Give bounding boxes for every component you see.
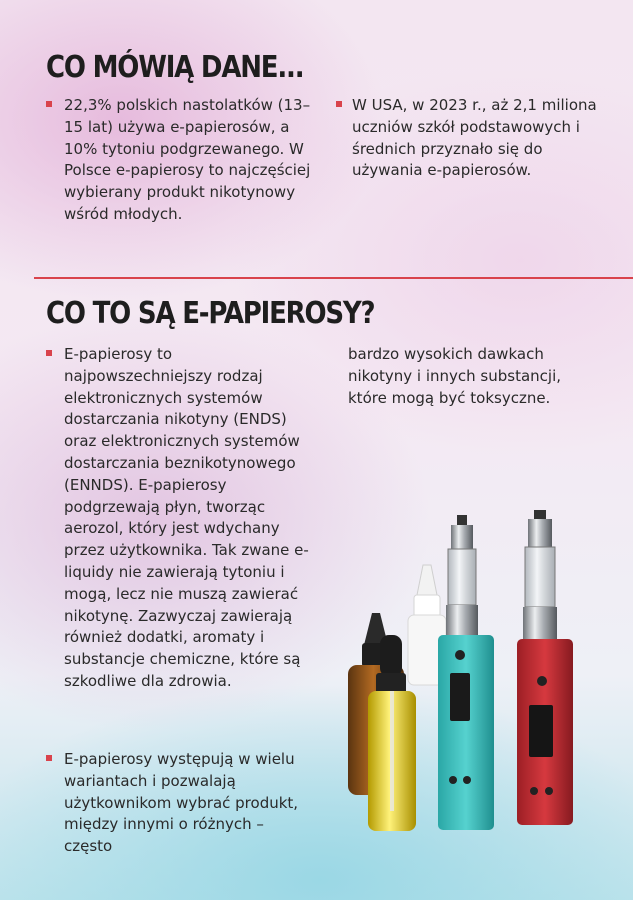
variants-text: E-papierosy występują w wielu wariantach i pozwalają użytkownikom wybrać produkt, między innymi o różnych – często [64, 750, 299, 856]
section-heading-data: CO MÓWIĄ DANE... [46, 50, 304, 86]
section-heading-what-are: CO TO SĄ E-PAPIEROSY? [46, 296, 375, 332]
teal-vape-mod [438, 515, 494, 830]
stat-poland-text: 22,3% polskich nastolatków (13–15 lat) używa e-papierosów, a 10% tytoniu podgrzewanego. W Polsce e-papierosy to najczęściej wybierany produkt nikotynowy wśród młodych. [64, 96, 311, 223]
section-divider [34, 277, 633, 279]
vape-products-photo [320, 505, 633, 845]
bullet-marker [46, 755, 52, 761]
bullet-marker [46, 101, 52, 107]
bullet-marker [336, 101, 342, 107]
red-vape-mod [517, 510, 573, 825]
stat-usa-text: W USA, w 2023 r., aż 2,1 miliona uczniów szkół podstawowych i średnich przyznało się do używania e-papierosów. [352, 96, 597, 180]
definition-text: E-papierosy to najpowszechniejszy rodzaj elektronicznych systemów dostarczania nikotyny (ENDS) oraz elektronicznych systemów dostarczania beznikotynowego (ENNDS). E-papierosy podgrzewają płyn, tworząc aerozol, który jest wdychany przez użytkownika. Tak zwane e-liquidy nie zawierają tytoniu i mogą, lecz nie muszą zawierać nikotynę. Zazwyczaj zawierają również dodatki, aromaty i substancje chemiczne, które są szkodliwe dla zdrowia. [64, 345, 309, 690]
variants-continuation-text: bardzo wysokich dawkach nikotyny i innych substancji, które mogą być toksyczne. [348, 345, 562, 407]
bullet-marker [46, 350, 52, 356]
